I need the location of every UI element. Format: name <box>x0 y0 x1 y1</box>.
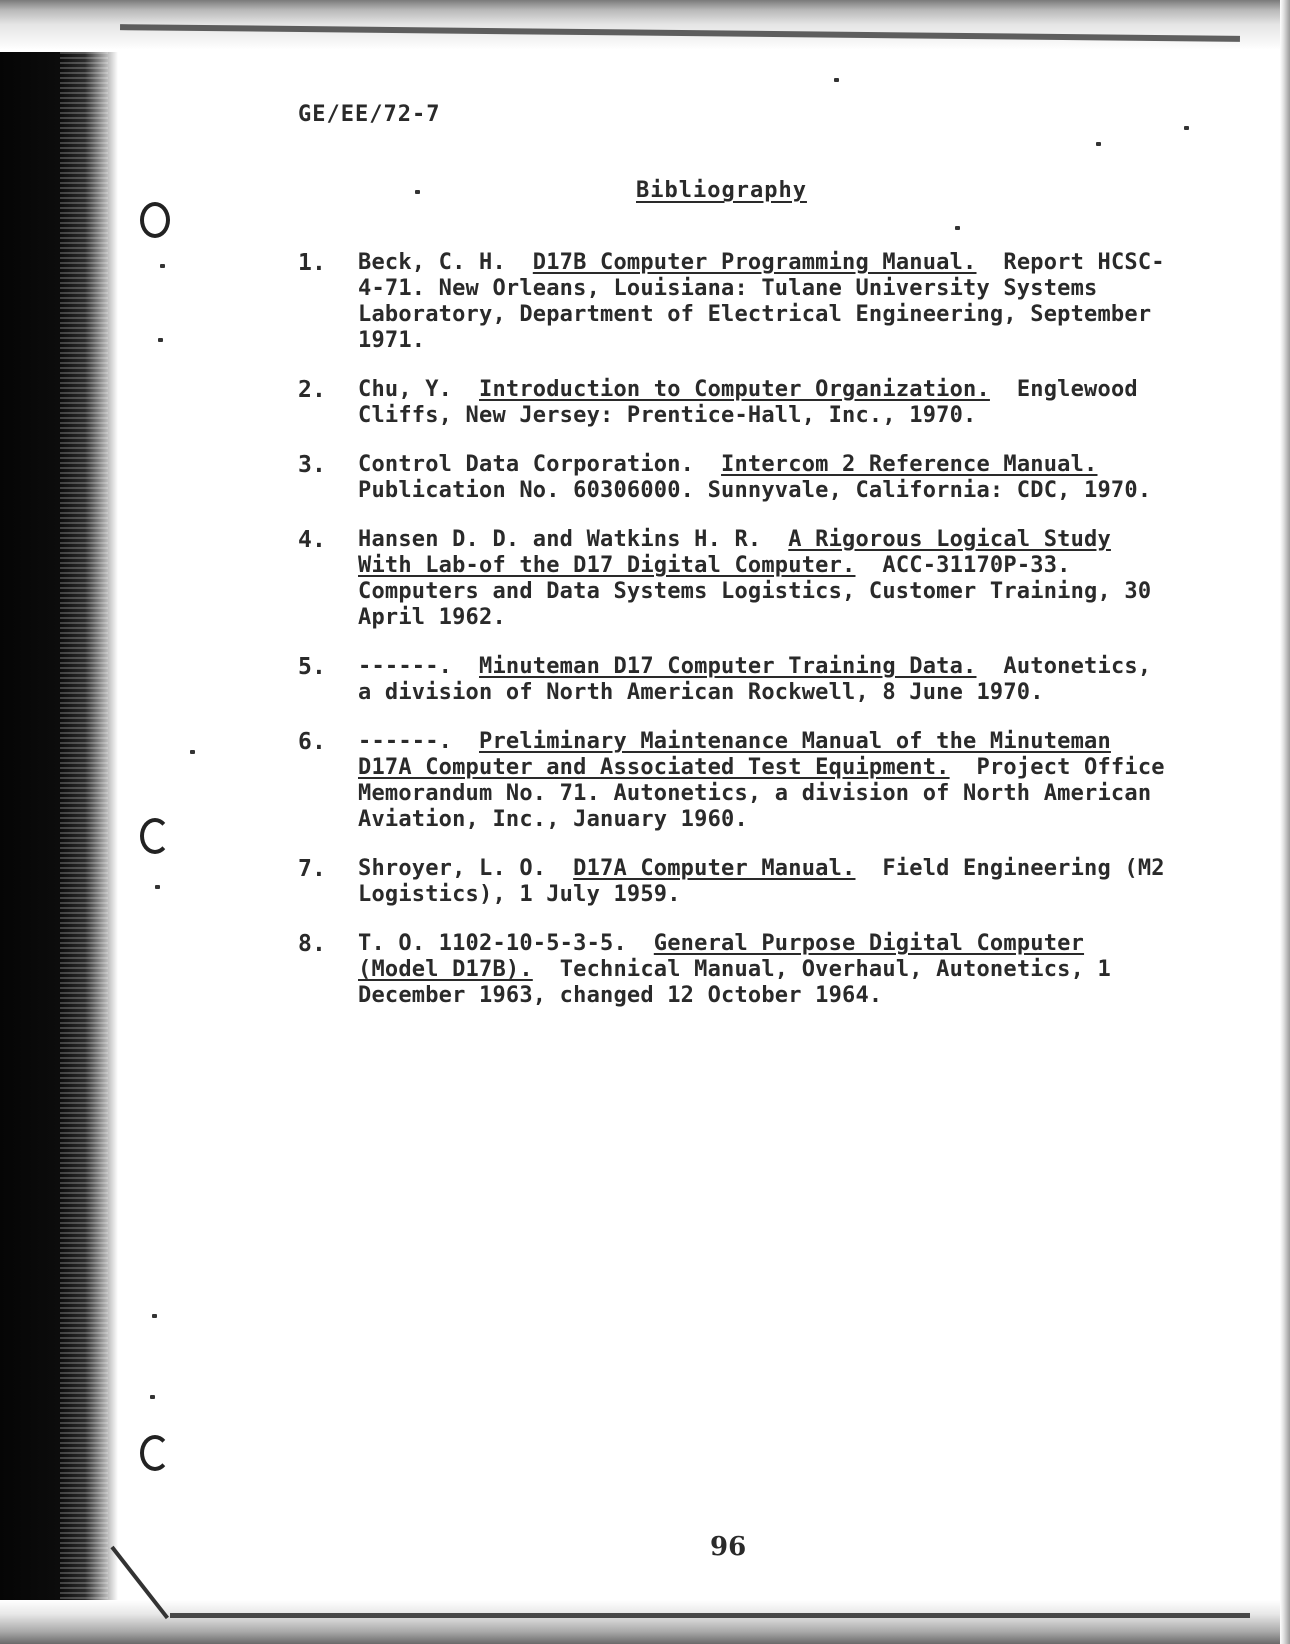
scan-speck <box>1096 142 1101 146</box>
reference-author: ------. <box>358 729 453 754</box>
document-id: GE/EE/72-7 <box>298 102 441 127</box>
scan-speck <box>834 78 839 82</box>
reference-author: Chu, Y. <box>358 377 453 402</box>
reference-text <box>358 377 1178 429</box>
scan-speck <box>955 226 960 230</box>
reference-details: Autonetics, a division of North American Rockwell, 8 June 1970. <box>358 654 1152 705</box>
scan-speck <box>1184 126 1189 130</box>
scan-speck <box>160 264 165 268</box>
reference-text <box>358 856 1178 908</box>
reference-work-title: Intercom 2 Reference Manual. <box>721 452 1098 477</box>
reference-number: 4. <box>298 527 327 553</box>
reference-number: 2. <box>298 377 327 403</box>
reference-author: Beck, C. H. <box>358 250 506 275</box>
reference-work-title: Preliminary Maintenance Manual of the Minuteman D17A Computer and Associated Test Equipment. <box>358 729 1111 780</box>
reference-number: 6. <box>298 729 327 755</box>
reference-work-title: General Purpose Digital Computer (Model D17B). <box>358 931 1085 982</box>
reference-item <box>298 729 1178 833</box>
scan-speck <box>158 338 163 342</box>
scan-speck <box>155 885 160 889</box>
punch-hole-icon <box>140 1435 170 1471</box>
reference-author: Shroyer, L. O. <box>358 856 547 881</box>
reference-work-title: Minuteman D17 Computer Training Data. <box>479 654 977 679</box>
reference-number: 8. <box>298 931 327 957</box>
reference-details: Technical Manual, Overhaul, Autonetics, 1 December 1963, changed 12 October 1964. <box>358 957 1111 1008</box>
reference-text <box>358 452 1178 504</box>
binding-texture <box>60 0 108 1644</box>
reference-work-title: D17A Computer Manual. <box>573 856 856 881</box>
bottom-page-edge <box>0 1600 1290 1644</box>
scan-speck <box>415 190 420 194</box>
page-title: Bibliography <box>636 178 807 203</box>
reference-list <box>298 250 1178 1032</box>
punch-hole-icon <box>140 818 170 854</box>
reference-details: Project Office Memorandum No. 71. Autonetics, a division of North American Aviation, Inc., January 1960. <box>358 755 1165 832</box>
reference-text <box>358 654 1178 706</box>
reference-details: Report HCSC-4-71. New Orleans, Louisiana: Tulane University Systems Laboratory, Department of Electrical Engineering, September 1971. <box>358 250 1165 353</box>
page-number: 96 <box>710 1532 747 1562</box>
scan-speck <box>150 1395 155 1399</box>
reference-details: Field Engineering (M2 Logistics), 1 July 1959. <box>358 856 1165 907</box>
reference-author: ------. <box>358 654 453 679</box>
reference-author: Control Data Corporation. <box>358 452 695 477</box>
reference-number: 3. <box>298 452 327 478</box>
reference-item <box>298 931 1178 1009</box>
bottom-edge-line <box>170 1613 1250 1618</box>
reference-work-title: D17B Computer Programming Manual. <box>532 250 977 275</box>
reference-text <box>358 527 1178 631</box>
reference-work-title: A Rigorous Logical Study With Lab-of the D17 Digital Computer. <box>358 527 1111 578</box>
reference-text <box>358 729 1178 833</box>
reference-number: 5. <box>298 654 327 680</box>
reference-item <box>298 856 1178 908</box>
scan-speck <box>152 1314 157 1318</box>
reference-work-title: Introduction to Computer Organization. <box>479 377 990 402</box>
reference-item <box>298 377 1178 429</box>
scan-speck <box>190 750 195 754</box>
reference-author: Hansen D. D. and Watkins H. R. <box>358 527 762 552</box>
reference-number: 1. <box>298 250 327 276</box>
reference-number: 7. <box>298 856 327 882</box>
right-page-edge <box>1280 0 1290 1644</box>
punch-hole-icon <box>140 202 170 238</box>
reference-text <box>358 931 1178 1009</box>
reference-item <box>298 452 1178 504</box>
reference-item <box>298 654 1178 706</box>
reference-item <box>298 527 1178 631</box>
reference-details: ACC-31170P-33. Computers and Data Systems Logistics, Customer Training, 30 April 1962. <box>358 553 1152 630</box>
reference-text <box>358 250 1178 354</box>
reference-author: T. O. 1102-10-5-3-5. <box>358 931 627 956</box>
reference-item <box>298 250 1178 354</box>
reference-details: Publication No. 60306000. Sunnyvale, California: CDC, 1970. <box>358 478 1152 503</box>
reference-details: Englewood Cliffs, New Jersey: Prentice-Hall, Inc., 1970. <box>358 377 1138 428</box>
